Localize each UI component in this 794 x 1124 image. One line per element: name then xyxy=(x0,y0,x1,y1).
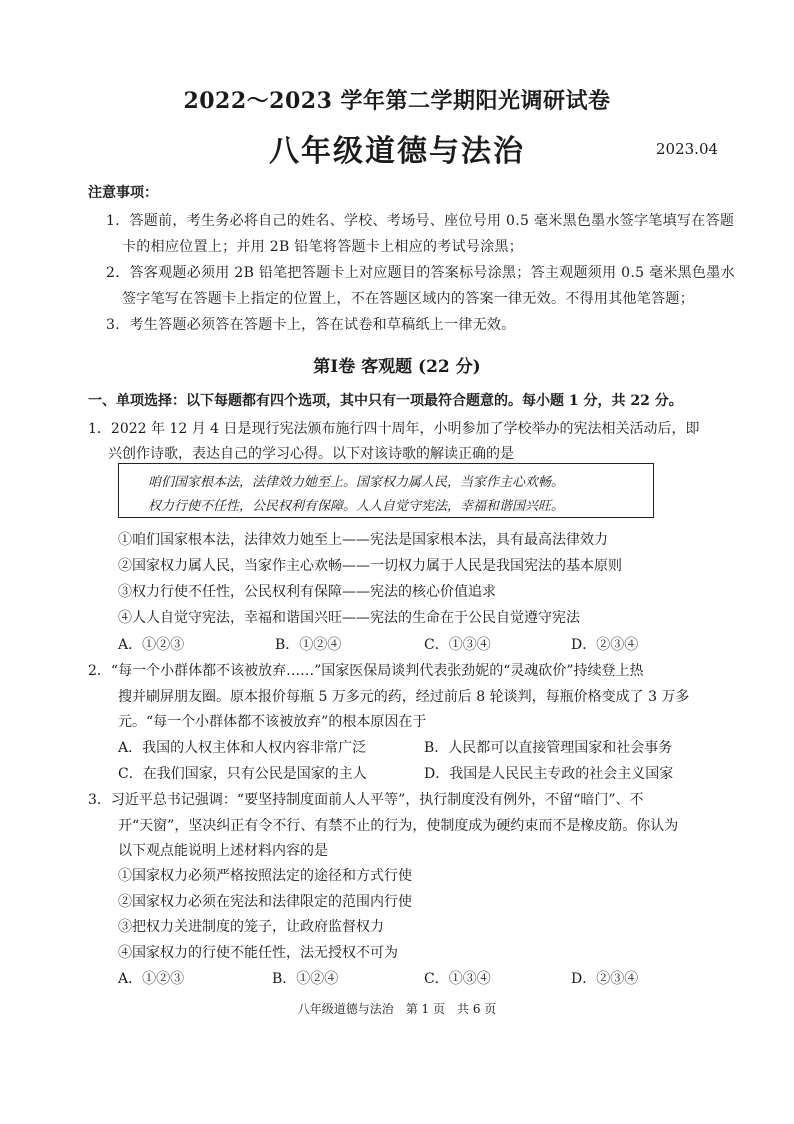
q1-option-d[interactable]: D．②③④ xyxy=(571,637,639,653)
q1-statement: ③权力行使不任性，公民权利有保障——宪法的核心价值追求 xyxy=(118,584,496,600)
q3-statement: ②国家权力必须在宪法和法律限定的范围内行使 xyxy=(118,894,412,910)
q3-option-c[interactable]: C．①③④ xyxy=(424,971,491,987)
q3-stem-line: 3．习近平总书记强调：“要坚持制度面前人人平等”，执行制度没有例外，不留“暗门”、不 xyxy=(88,792,644,808)
q2-option-d[interactable]: D．我国是人民民主专政的社会主义国家 xyxy=(424,766,674,782)
q2-option-b[interactable]: B．人民都可以直接管理国家和社会事务 xyxy=(424,740,673,756)
q3-stem-line: 以下观点能说明上述材料内容的是 xyxy=(118,843,328,859)
exam-subject: 八年级道德与法治 xyxy=(269,134,525,169)
q1-option-b[interactable]: B．①②④ xyxy=(275,637,342,653)
page-footer: 八年级道德与法治 第 1 页 共 6 页 xyxy=(297,1002,497,1016)
q3-statement: ④国家权力的行使不能任性，法无授权不可为 xyxy=(118,945,398,961)
notes-heading: 注意事项： xyxy=(88,185,158,201)
exam-title: 2022～2023 学年第二学期阳光调研试卷 xyxy=(183,88,611,114)
q2-stem-line: 搜并刷屏朋友圈。原本报价每瓶 5 万多元的药，经过前后 8 轮谈判，每瓶价格变成了 3 万多 xyxy=(118,689,690,705)
q2-stem-line: 元。“每一个小群体都不该被放弃”的根本原因在于 xyxy=(118,714,427,730)
q1-statement: ②国家权力属人民，当家作主心欢畅——一切权力属于人民是我国宪法的基本原则 xyxy=(118,558,622,574)
q3-stem-line: 开“天窗”，坚决纠正有令不行、有禁不止的行为，使制度成为硬约束而不是橡皮筋。你认为 xyxy=(118,818,679,834)
q3-option-d[interactable]: D．②③④ xyxy=(571,971,639,987)
note-line: 签字笔写在答题卡上指定的位置上，不在答题区域内的答案一律无效。不得用其他笔答题； xyxy=(122,291,694,307)
q1-statement: ①咱们国家根本法，法律效力她至上——宪法是国家根本法，具有最高法律效力 xyxy=(118,532,608,548)
note-line: 1．答题前，考生务必将自己的姓名、学校、考场号、座位号用 0.5 毫米黑色墨水签字笔填写在答题 xyxy=(106,213,735,229)
q1-stem-line: 兴创作诗歌，表达自己的学习心得。以下对该诗歌的解读正确的是 xyxy=(108,446,514,462)
q3-statement: ③把权力关进制度的笼子，让政府监督权力 xyxy=(118,919,384,935)
exam-date: 2023.04 xyxy=(656,140,719,158)
q3-statement: ①国家权力必须严格按照法定的途径和方式行使 xyxy=(118,868,412,884)
q1-option-c[interactable]: C．①③④ xyxy=(424,637,491,653)
q2-option-a[interactable]: A．我国的人权主体和人权内容非常广泛 xyxy=(118,740,367,756)
note-line: 3．考生答题必须答在答题卡上，答在试卷和草稿纸上一律无效。 xyxy=(106,317,516,333)
q1-poem-box xyxy=(118,463,654,518)
section-instruction: 一、单项选择：以下每题都有四个选项，其中只有一项最符合题意的。每小题 1 分，共 22 分。 xyxy=(88,393,683,409)
section-title: 第Ⅰ卷 客观题 (22 分) xyxy=(313,357,481,377)
note-line: 2．答客观题必须用 2B 铅笔把答题卡上对应题目的答案标号涂黑；答主观题须用 0.5 毫米黑色墨水 xyxy=(106,265,735,281)
q1-option-a[interactable]: A．①②③ xyxy=(118,637,185,653)
q1-statement: ④人人自觉守宪法，幸福和谐国兴旺——宪法的生命在于公民自觉遵守宪法 xyxy=(118,610,580,626)
poem-line: 权力行使不任性，公民权利有保障。人人自觉守宪法，幸福和谐国兴旺。 xyxy=(148,499,565,514)
note-line: 卡的相应位置上；并用 2B 铅笔将答题卡上相应的考试号涂黑； xyxy=(122,239,524,255)
q3-option-b[interactable]: B．①②④ xyxy=(272,971,339,987)
q1-stem-line: 1．2022 年 12 月 4 日是现行宪法颁布施行四十周年，小明参加了学校举办的宪法相关活动后，即 xyxy=(88,421,700,437)
q3-option-a[interactable]: A．①②③ xyxy=(118,971,185,987)
poem-line: 咱们国家根本法，法律效力她至上。国家权力属人民，当家作主心欢畅。 xyxy=(148,475,565,490)
q2-stem-line: 2．“每一个小群体都不该被放弃……”国家医保局谈判代表张劲妮的“灵魂砍价”持续登上热 xyxy=(88,663,644,679)
q2-option-c[interactable]: C．在我们国家，只有公民是国家的主人 xyxy=(118,766,367,782)
